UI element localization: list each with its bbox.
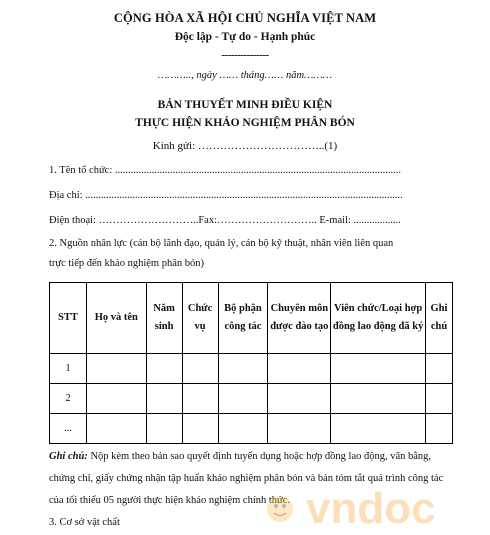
table-cell (146, 384, 182, 414)
table-cell (218, 354, 268, 384)
table-cell (182, 354, 218, 384)
address-field: Địa chỉ: ......................................................................................................................... (49, 190, 403, 201)
svg-text:vndoc: vndoc (306, 484, 436, 531)
divider: --------------- (221, 49, 269, 61)
row-index: 2 (50, 384, 87, 414)
title-line-1: BẢN THUYẾT MINH ĐIỀU KIỆN (157, 99, 333, 111)
recipient-line: Kính gửi: ……………………………..(1) (152, 140, 338, 152)
table-cell (218, 384, 268, 414)
header-notes: Ghi chú (425, 283, 452, 354)
header-specialty: Chuyên môn được đào tạo (268, 283, 331, 354)
table-row (50, 384, 453, 414)
table-cell (146, 354, 182, 384)
table-row (50, 414, 453, 444)
mascot-icon (267, 496, 293, 522)
table-cell (182, 384, 218, 414)
note-text: Nộp kèm theo bản sao quyết định tuyển dụng hoặc hợp đồng lao động, văn bằng, chứng chỉ, giấy chứng nhận tập huấn khảo nghiệm phân bón và bản tóm tắt quá trình công tác của tối thiểu 05 người thực hiện khảo nghiệm chính thức. (49, 451, 444, 506)
contact-field: Điện thoại: ………………………..Fax:……………………….. E-mail: .................. (49, 215, 401, 226)
title-line-2: THỰC HIỆN KHẢO NGHIỆM PHÂN BÓN (135, 117, 355, 129)
table-row (50, 354, 453, 384)
table-header-row (50, 283, 453, 354)
section-2-heading: 2. Nguồn nhân lực (cán bộ lãnh đạo, quản lý, cán bộ kỹ thuật, nhân viên liên quan (49, 238, 394, 249)
table-cell (86, 354, 146, 384)
header-name: Họ và tên (86, 283, 146, 354)
note-label: Ghi chú: (49, 451, 88, 462)
header-department: Bộ phận công tác (218, 283, 268, 354)
table-cell (86, 384, 146, 414)
country-heading: CỘNG HÒA XÃ HỘI CHỦ NGHĨA VIỆT NAM (113, 11, 377, 25)
table-cell (331, 414, 426, 444)
table-cell (86, 414, 146, 444)
personnel-table (49, 282, 453, 444)
motto: Độc lập - Tự do - Hạnh phúc (174, 31, 316, 43)
date-line: ……….., ngày …… tháng…… năm……… (157, 70, 333, 81)
table-cell (218, 414, 268, 444)
header-stt: STT (50, 283, 87, 354)
section-3-heading: 3. Cơ sở vật chất (49, 517, 120, 528)
vndoc-watermark-logo (262, 483, 484, 531)
table-cell (425, 414, 452, 444)
row-index: 1 (50, 354, 87, 384)
table-cell (425, 384, 452, 414)
table-cell (268, 384, 331, 414)
table-cell (146, 414, 182, 444)
table-cell (331, 384, 426, 414)
table-cell (182, 414, 218, 444)
header-contract-type: Viên chức/Loại hợp đồng lao động đã ký (331, 283, 426, 354)
header-birth-year: Năm sinh (146, 283, 182, 354)
table-cell (425, 354, 452, 384)
header-position: Chức vụ (182, 283, 218, 354)
section-2-heading-cont: trực tiếp đến khảo nghiệm phân bón) (49, 258, 204, 269)
org-name-field: 1. Tên tổ chức: ............................................................................................................. (49, 165, 401, 176)
row-index: ... (50, 414, 87, 444)
table-cell (268, 354, 331, 384)
table-cell (331, 354, 426, 384)
table-cell (268, 414, 331, 444)
